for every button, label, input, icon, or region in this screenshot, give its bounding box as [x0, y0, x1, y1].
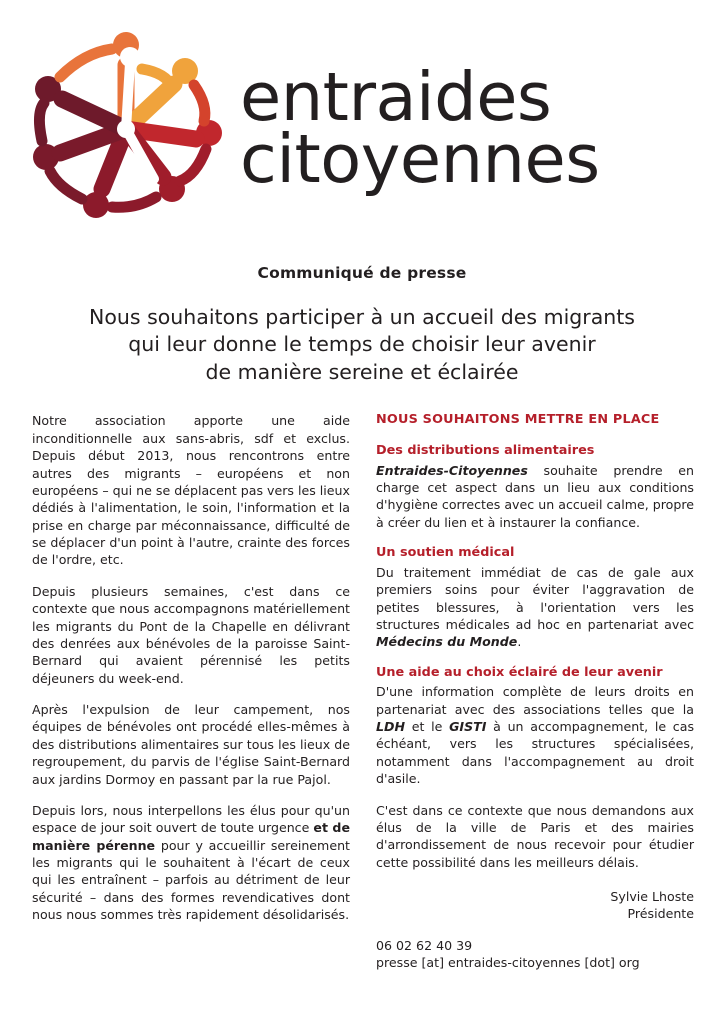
text-run: Du traitement immédiat de cas de gale aux premiers soins pour éviter l'aggravation de petites blessures, à l'orientation vers les structures médicales ad hoc en partenariat avec: [376, 564, 694, 632]
text-run-bold: et de manière pérenne: [32, 820, 350, 853]
paragraph-future: [376, 683, 694, 787]
text-run-bold-italic: Médecins du Monde: [376, 634, 518, 650]
contact-email: presse [at] entraides-citoyennes [dot] org: [376, 955, 640, 971]
logo-word-line2: citoyennes: [240, 120, 600, 198]
logo-word-line1: entraides: [240, 58, 552, 137]
signature-name: Sylvie Lhoste: [610, 889, 694, 905]
subsection-title-food: Des distributions alimentaires: [376, 443, 595, 459]
paragraph-with-emphasis: [32, 802, 350, 924]
paragraph: Après l'expulsion de leur campement, nos équipes de bénévoles ont procédé elles-mêmes à des distributions alimentaires sur tous les lieux de regroupement, du parvis de l'église Saint-Bernard aux jardins Dormoy en passant par la rue Pajol.: [32, 702, 350, 787]
text-run: .: [517, 634, 522, 650]
headline-line-1: Nous souhaitons participer à un accueil des migrants: [89, 305, 635, 329]
document-header: [0, 0, 724, 240]
text-run-bold-ldh: LDH: [376, 719, 406, 735]
headline-line-2: qui leur donne le temps de choisir leur avenir: [128, 332, 596, 357]
paragraph: Notre association apporte une aide inconditionnelle aux sans-abris, sdf et exclus. Depuis début 2013, nous rencontrons entre autres des migrants – européens et non européens – qui ne se déplacent pas vers les lieux dédiés à l'alimentation, le soin, l'information et la prise en charge par méconnaissance, difficulté de se déplacer d'un point à l'autre, crainte des forces de l'ordre, etc.: [32, 413, 350, 568]
signature-block: [376, 889, 694, 923]
subsection-title-future: Une aide au choix éclairé de leur avenir: [376, 664, 663, 680]
logo-wordmark: [240, 58, 600, 198]
page-title: [40, 304, 684, 386]
paragraph-food: [376, 462, 694, 532]
section-heading: NOUS SOUHAITONS METTRE EN PLACE: [376, 412, 660, 428]
text-run: Depuis lors, nous interpellons les élus pour qu'un espace de jour soit ouvert de toute urgence: [32, 802, 350, 836]
text-run-bold-gisti: GISTI: [449, 719, 487, 735]
entraides-citoyennes-logo-icon: [26, 29, 226, 229]
contact-block: [376, 937, 694, 972]
press-release-label: Communiqué de presse: [257, 264, 467, 282]
headline-line-3: de manière sereine et éclairée: [205, 359, 519, 384]
text-run: pour y accueillir sereinement les migrants qui le souhaitent à l'écart de ceux qui les entraînent – parfois au détriment de leur sécurité – dans des formes revendicatives dont nous nous sommes très rapidement désolidarisés.: [32, 837, 350, 923]
contact-phone: 06 02 62 40 39: [376, 937, 473, 953]
signature-role: Présidente: [627, 905, 694, 921]
paragraph: Depuis plusieurs semaines, c'est dans ce contexte que nous accompagnons matériellement les migrants du Pont de la Chapelle en délivrant des denrées aux bénévoles de la paroisse Saint-Bernard qui avaient pérennisé les petits déjeuners du week-end.: [32, 583, 350, 686]
text-run: à un accompagnement, le cas échéant, vers les structures spécialisées, notamment dans l'accompagnement au droit d'asile.: [376, 719, 694, 787]
text-run: et le: [405, 719, 450, 735]
text-run: D'une information complète de leurs droits en partenariat avec des associations telles que la: [376, 684, 694, 717]
subsection-title-medical: Un soutien médical: [376, 545, 515, 561]
closing-paragraph: C'est dans ce contexte que nous demandons aux élus de la ville de Paris et des mairies d'arrondissement de nous recevoir pour étudier cette possibilité dans les meilleurs délais.: [376, 802, 694, 870]
text-run-bold-italic: Entraides-Citoyennes: [376, 462, 528, 478]
left-column: [32, 412, 350, 972]
paragraph-medical: [376, 564, 694, 651]
body-columns: [0, 386, 724, 972]
right-column: [376, 412, 694, 972]
text-run: souhaite prendre en charge cet aspect dans un lieu aux conditions d'hygiène correctes avec un accueil calme, propre à créer du lien et à instaurer la confiance.: [376, 462, 694, 530]
